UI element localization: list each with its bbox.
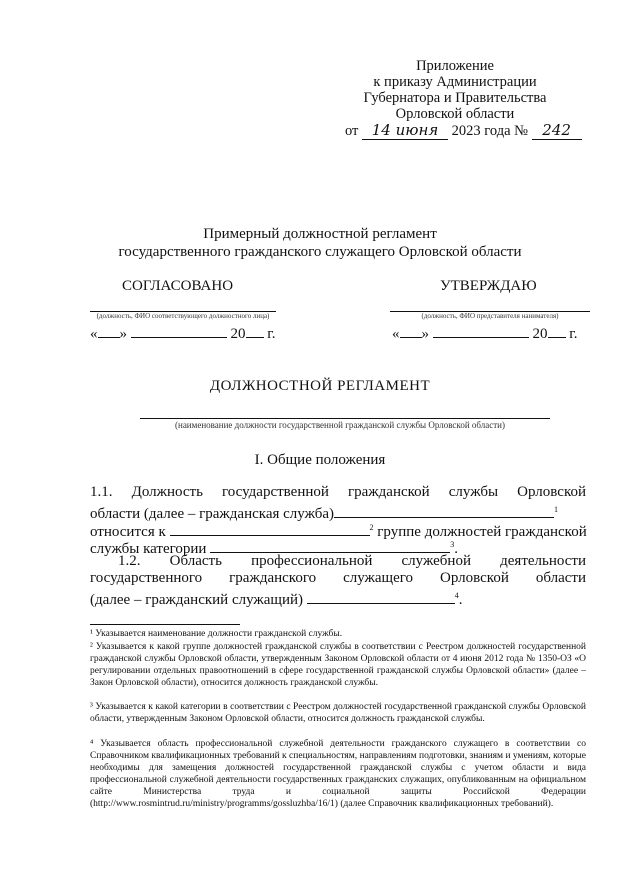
handwritten-number: 242 xyxy=(532,121,582,140)
year-label: 2023 года № xyxy=(451,123,528,139)
agreed-title: СОГЛАСОВАНО xyxy=(122,278,234,294)
position-name-caption: (наименование должности государственной гражданской службы Орловской области) xyxy=(175,420,505,430)
quote-open: « xyxy=(392,326,400,342)
subtitle-line-2: государственного гражданского служащего Орловской области xyxy=(118,244,522,260)
footnote-separator xyxy=(90,624,240,625)
handwritten-date: 14 июня xyxy=(362,121,448,140)
appendix-date-line xyxy=(345,121,590,140)
quote-close: » xyxy=(421,326,429,342)
quote-open: « xyxy=(90,326,98,342)
approve-title: УТВЕРЖДАЮ xyxy=(440,278,537,294)
year-prefix: 20 xyxy=(230,326,246,342)
footnote-1: ¹ Указывается наименование должности гражданской службы. xyxy=(90,629,343,639)
approve-date-line xyxy=(392,325,577,343)
footnote-ref-4: 4 xyxy=(454,591,459,600)
p11-category-blank xyxy=(210,540,450,553)
appendix-line-3: Губернатора и Правительства xyxy=(363,90,547,106)
appendix-line-2: к приказу Администрации xyxy=(373,74,537,90)
day-blank xyxy=(98,325,120,338)
p11-line-4: службы категории $^3$. xyxy=(90,540,458,557)
year-prefix: 20 xyxy=(532,326,548,342)
year-blank xyxy=(548,325,566,338)
position-name-line xyxy=(140,418,550,419)
p12-area-blank xyxy=(307,591,455,604)
p12-line-2: государственного гражданского служащего Орловской области xyxy=(90,570,586,586)
agreed-caption: (должность, ФИО соответствующего должностного лица) xyxy=(96,312,270,320)
month-blank xyxy=(433,325,529,338)
footnote-2: ² Указывается к какой группе должностей гражданской службы в соответствии с Реестром должностей государственной гражданской службы Орловской области, утвержденным Законом Орловской области от 4 июня 2012 года № 1350-ОЗ «О регулировании отдельных правоотношений в сфере государственной гражданской службы Орловской области» (далее – Закон Орловской области), относится должность гражданской службы. xyxy=(90,642,586,688)
subtitle-line-1: Примерный должностной регламент xyxy=(203,226,437,242)
p11-line-3-text-a: относится к xyxy=(90,524,166,540)
footnote-ref-1: 1 xyxy=(554,505,559,514)
p11-group-blank xyxy=(170,523,370,536)
p11-line-4-text: службы категории xyxy=(90,541,207,557)
p11-line-2-blank xyxy=(334,505,554,518)
approve-caption: (должность, ФИО представителя нанимателя) xyxy=(421,312,559,320)
section-title: I. Общие положения xyxy=(254,452,386,468)
appendix-line-1: Приложение xyxy=(416,58,494,74)
footnote-ref-2: 2 xyxy=(369,523,374,532)
p12-line-3-text: (далее – гражданский служащий) xyxy=(90,592,304,608)
from-label: от xyxy=(345,123,359,139)
year-suffix: г. xyxy=(267,326,276,342)
year-blank xyxy=(246,325,264,338)
footnote-4: ⁴ Указывается область профессиональной служебной деятельности гражданского служащего в соответствии со Справочником квалификационных требований к специальностям, направлениям подготовки, знаниям и умениям, которые необходимы для замещения должностей государственной гражданской службы с учетом области и вида профессиональной служебной деятельности государственных гражданских служащих, опубликованным на официальном сайте Министерства труда и социальной защиты Российской Федерации (http://www.rosmintrud.ru/ministry/programms/gossluzhba/16/1) (далее Справочник квалификационных требований). xyxy=(90,739,586,809)
day-blank xyxy=(400,325,422,338)
p11-line-1: 1.1. Должность государственной гражданской службы Орловской xyxy=(90,484,586,500)
footnote-3: ³ Указывается к какой категории в соответствии с Реестром должностей государственной гражданской службы Орловской области, утвержденным Законом Орловской области, относится должность гражданской службы. xyxy=(90,702,586,724)
year-suffix: г. xyxy=(569,326,578,342)
p12-line-3: (далее – гражданский служащий) $^4$. xyxy=(90,591,463,608)
appendix-line-4: Орловской области xyxy=(395,106,515,122)
quote-close: » xyxy=(119,326,127,342)
agreed-date-line xyxy=(90,325,275,343)
month-blank xyxy=(131,325,227,338)
p11-line-3-text-b: группе должностей гражданской xyxy=(377,524,587,540)
p12-line-1: 1.2. Область профессиональной служебной деятельности xyxy=(118,553,586,569)
footnote-ref-3: 3 xyxy=(450,540,455,549)
document-title: ДОЛЖНОСТНОЙ РЕГЛАМЕНТ xyxy=(209,378,431,394)
p11-line-2-text: области (далее – гражданская служба) xyxy=(90,506,335,522)
